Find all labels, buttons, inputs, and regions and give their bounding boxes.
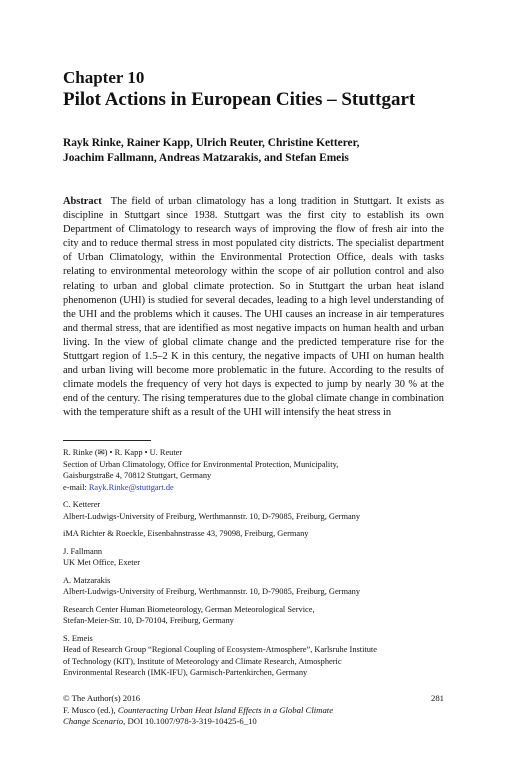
affiliation-names: J. Fallmann	[63, 546, 103, 556]
affiliation-line: Albert-Ludwigs-University of Freiburg, Werthmannstr. 10, D-79085, Freiburg, Germany	[63, 511, 361, 521]
affiliation-block	[63, 499, 453, 522]
author-list	[63, 136, 453, 166]
abstract-label: Abstract	[63, 196, 102, 207]
affiliation-line: UK Met Office, Exeter	[63, 558, 141, 567]
email-label: e-mail:	[63, 482, 89, 492]
copyright-notice: © The Author(s) 2016	[63, 693, 141, 703]
affiliation-line: of Technology (KIT), Institute of Meteorology and Climate Research, Atmospheric	[63, 656, 342, 666]
affiliation-line: Stefan-Meier-Str. 10, D-70104, Freiburg, Germany	[63, 616, 234, 625]
affiliation-block	[63, 604, 453, 627]
author-line: Joachim Fallmann, Andreas Matzarakis, and Stefan Emeis	[63, 152, 349, 164]
author-line: Rayk Rinke, Rainer Kapp, Ulrich Reuter, Christine Ketterer,	[63, 137, 360, 149]
page-footer	[63, 693, 444, 728]
footnote-divider	[63, 440, 151, 441]
abstract	[63, 195, 444, 421]
affiliation-block	[63, 546, 453, 569]
affiliation-line: Gaisburgstraße 4, 70812 Stuttgart, Germany	[63, 471, 212, 480]
book-citation-cont	[63, 716, 444, 728]
citation-book-title-cont: Change Scenario	[63, 716, 124, 726]
page-number: 281	[430, 693, 444, 703]
citation-doi: , DOI 10.1007/978-3-319-10425-6_10	[123, 716, 257, 726]
affiliation-line: Head of Research Group “Regional Coupling of Ecosystem-Atmosphere”, Karlsruhe Institute	[63, 645, 377, 654]
affiliations	[63, 447, 453, 685]
affiliation-line: Section of Urban Climatology, Office for Environmental Protection, Municipality,	[63, 459, 339, 469]
chapter-title: Pilot Actions in European Cities – Stuttgart	[63, 89, 416, 110]
citation-editor: F. Musco (ed.),	[63, 704, 118, 715]
affiliation-names: A. Matzarakis	[63, 575, 111, 585]
affiliation-block	[63, 575, 453, 598]
affiliation-line: iMA Richter & Roeckle, Eisenbahnstrasse 43, 79098, Freiburg, Germany	[63, 529, 309, 538]
affiliation-line: Albert-Ludwigs-University of Freiburg, Werthmannstr. 10, D-79085, Freiburg, Germany	[63, 587, 361, 596]
citation-book-title: Counteracting Urban Heat Island Effects in a Global Climate	[117, 704, 334, 715]
chapter-label: Chapter 10	[63, 68, 145, 87]
abstract-text: The field of urban climatology has a long tradition in Stuttgart. It exists as discipline in Stuttgart since 1938. Stuttgart was the first city to establish its own Department of Climatology to research ways of improving the flow of fresh air into the city and to reduce thermal stress in most populated city districts. The specialist department of Urban Climatology, within the Environmental Protection Office, deals with tasks relating to environmental meteorology within the scope of air pollution control and also relating to urban and global climate protection. So in Stuttgart the urban heat island phenomenon (UHI) is studied for several decades, leading to a high level understanding of the UHI and the problems which it causes. The UHI causes an increase in air temperatures and thermal stress, that are identified as most negative impacts on human health and urban living. In the view of global climate change and the predicted temperature rise for the Stuttgart region of 1.5–2 K in this century, the negative impacts of UHI on human health and urban living will become more problematic in the future. According to the results of climate models the frequency of very hot days is expected to jump by nearly 30 % at the end of the century. The rising temperatures due to the global climate change in combination with the temperature shift as a result of the UHI will intensify the heat stress in	[63, 196, 444, 419]
affiliation-line: Research Center Human Biometeorology, German Meteorological Service,	[63, 604, 315, 614]
affiliation-block	[63, 528, 453, 540]
affiliation-names: C. Ketterer	[63, 500, 101, 509]
affiliation-block	[63, 447, 453, 493]
book-citation	[63, 705, 444, 717]
affiliation-email	[63, 482, 453, 494]
affiliation-names: S. Emeis	[63, 633, 93, 643]
affiliation-line: Environmental Research (IMK-IFU), Garmisch-Partenkirchen, Germany	[63, 668, 308, 677]
affiliation-names: R. Rinke (✉) • R. Kapp • U. Reuter	[63, 448, 183, 457]
email-link[interactable]: Rayk.Rinke@stuttgart.de	[88, 482, 174, 492]
affiliation-block	[63, 633, 453, 679]
